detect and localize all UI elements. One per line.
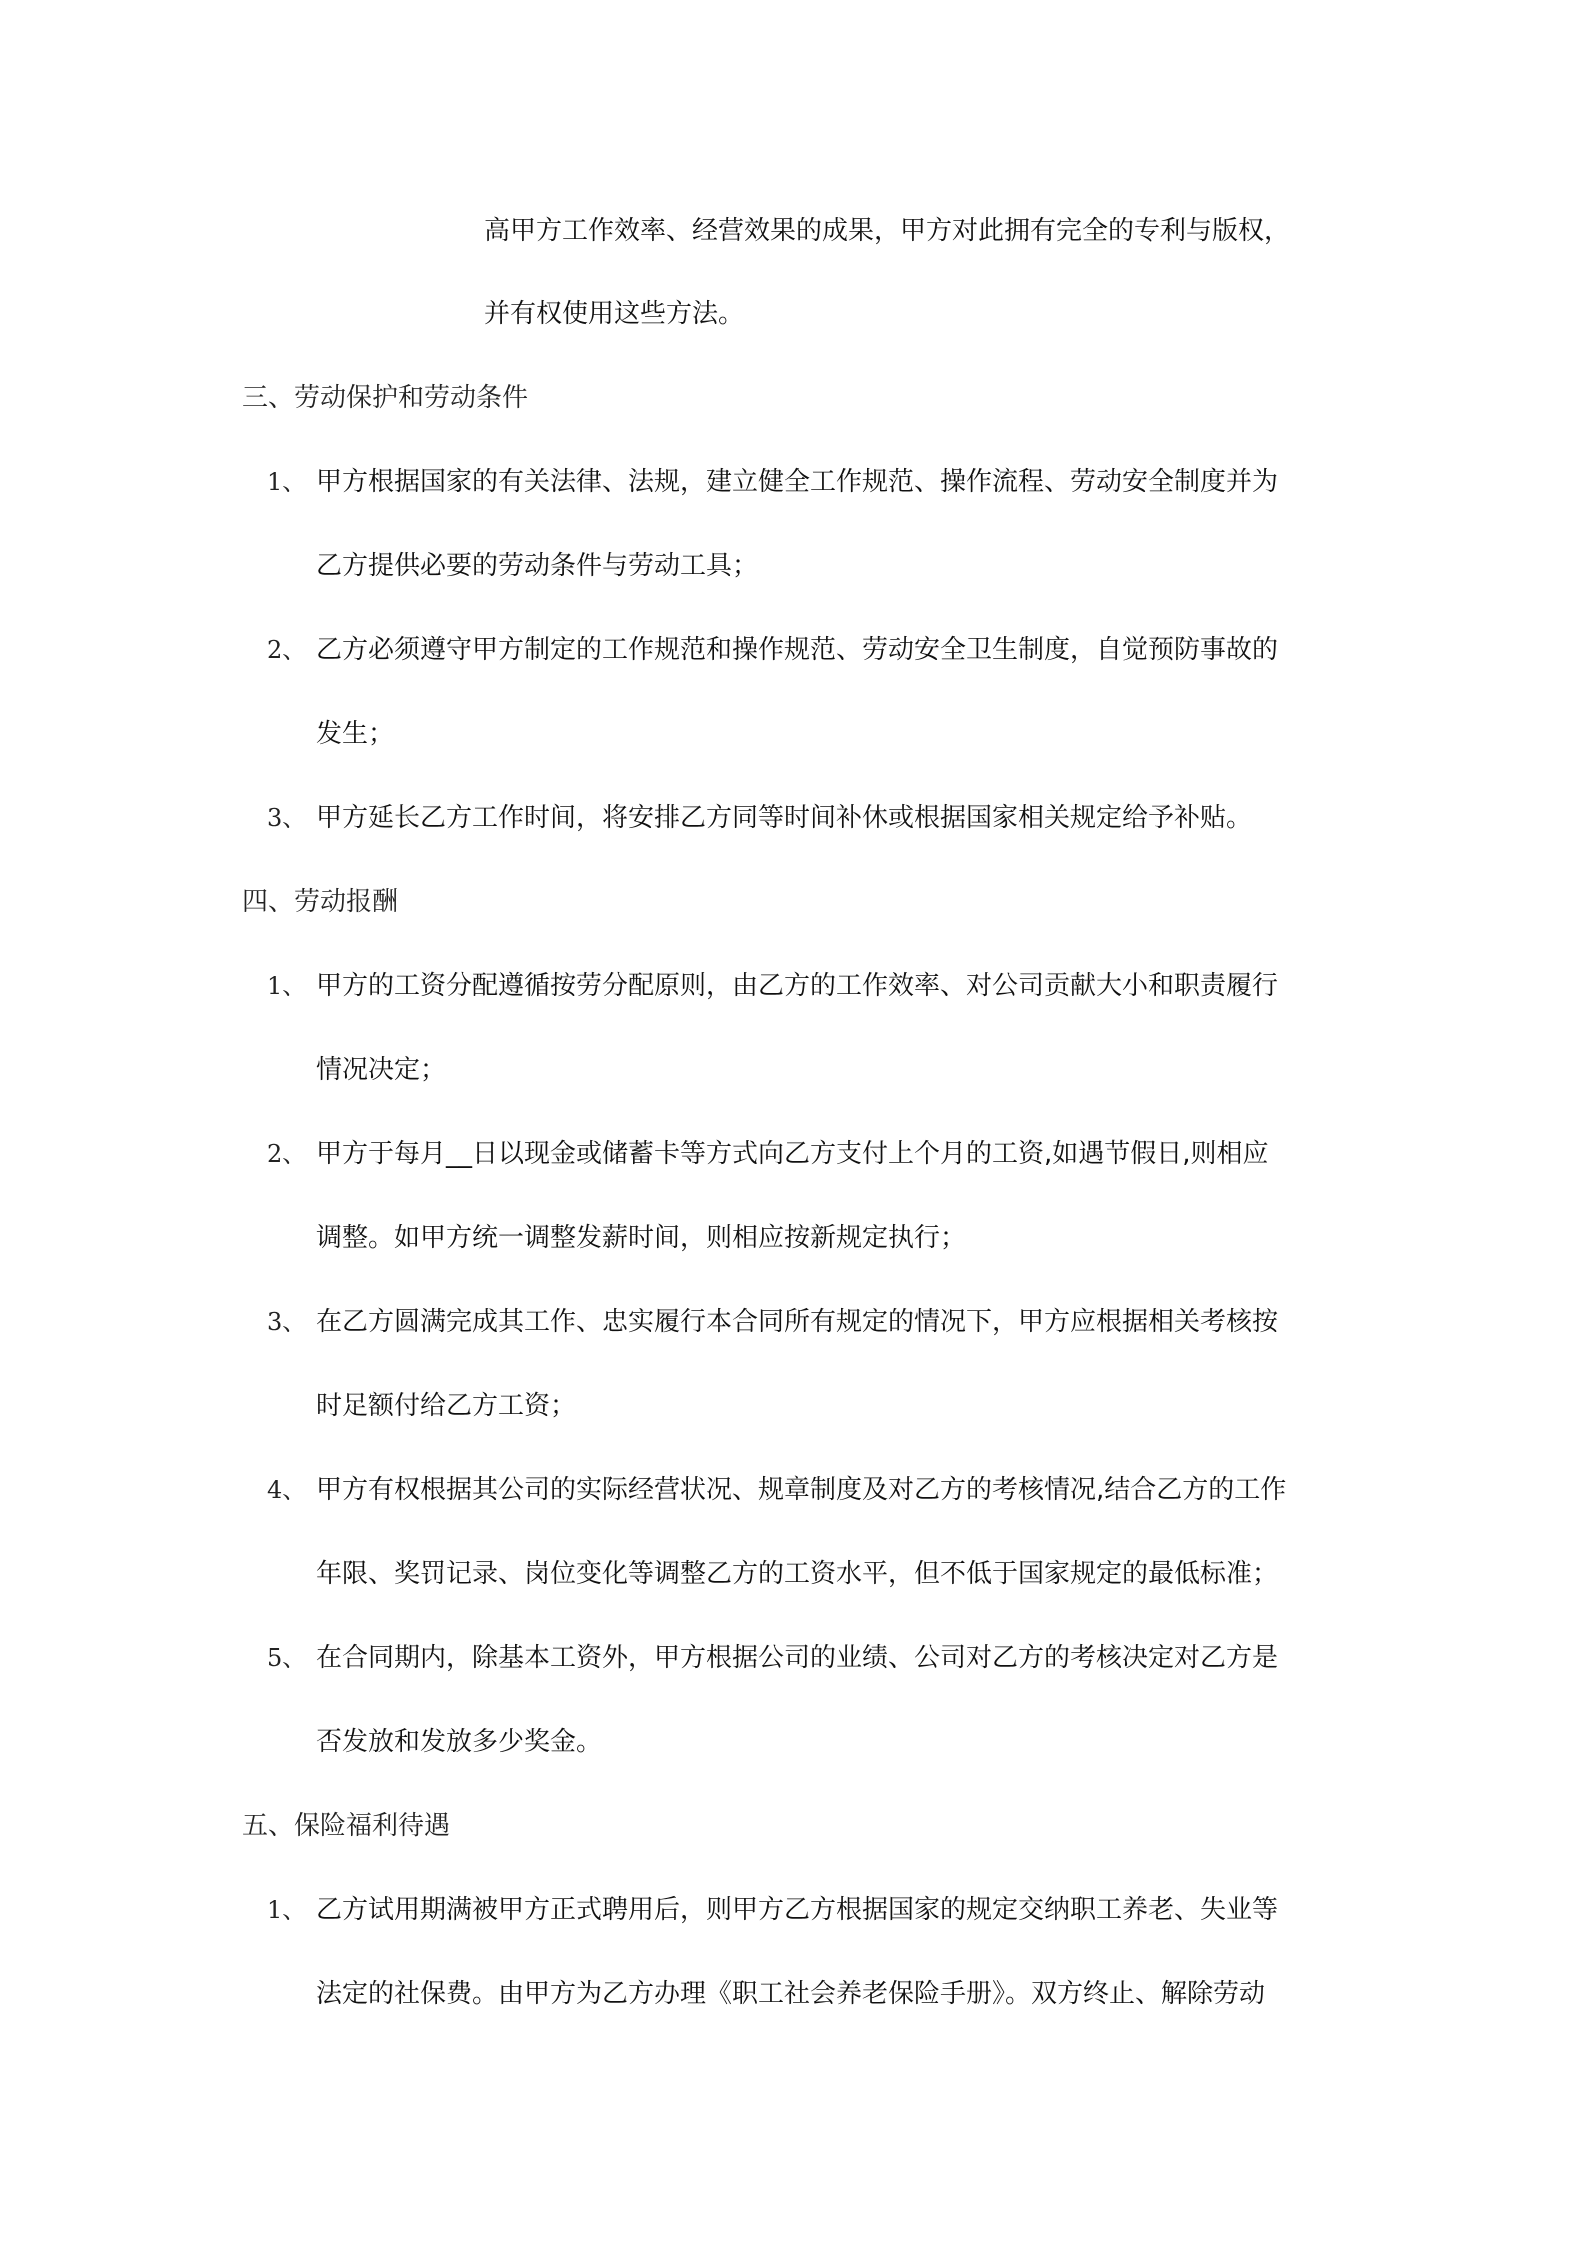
list-item-number: 1、 <box>267 468 307 496</box>
intro-line-1: 高甲方工作效率、经营效果的成果，甲方对此拥有完全的专利与版权， <box>484 216 1291 246</box>
section-5-title: 五、保险福利待遇 <box>242 1811 451 1841</box>
list-item-number: 3、 <box>267 1308 307 1336</box>
list-item-text: 甲方有权根据其公司的实际经营状况、规章制度及对乙方的考核情况,结合乙方的工作 <box>316 1475 1287 1505</box>
list-item-number: 5、 <box>267 1644 307 1672</box>
list-item-text: 在合同期内，除基本工资外，甲方根据公司的业绩、公司对乙方的考核决定对乙方是 <box>316 1643 1279 1673</box>
section-3-title: 三、劳动保护和劳动条件 <box>242 383 529 413</box>
list-item-text: 情况决定； <box>316 1055 447 1085</box>
list-item-number: 2、 <box>267 1140 307 1168</box>
list-item-text: 甲方的工资分配遵循按劳分配原则，由乙方的工作效率、对公司贡献大小和职责履行 <box>316 971 1279 1001</box>
list-item-text: 乙方提供必要的劳动条件与劳动工具； <box>316 551 759 581</box>
intro-line-2: 并有权使用这些方法。 <box>484 299 745 329</box>
list-item-text: 甲方根据国家的有关法律、法规，建立健全工作规范、操作流程、劳动安全制度并为 <box>316 467 1279 497</box>
list-item-text: 发生； <box>316 719 395 749</box>
list-item-text: 甲方于每月__日以现金或储蓄卡等方式向乙方支付上个月的工资,如遇节假日,则相应 <box>316 1139 1269 1169</box>
list-item-text: 否发放和发放多少奖金。 <box>316 1727 603 1757</box>
list-item-text: 调整。如甲方统一调整发薪时间，则相应按新规定执行； <box>316 1223 967 1253</box>
list-item-text: 法定的社保费。由甲方为乙方办理《职工社会养老保险手册》。双方终止、解除劳动 <box>316 1979 1266 2009</box>
list-item-number: 1、 <box>267 972 307 1000</box>
list-item-text: 在乙方圆满完成其工作、忠实履行本合同所有规定的情况下，甲方应根据相关考核按 <box>316 1307 1279 1337</box>
list-item-text: 乙方试用期满被甲方正式聘用后，则甲方乙方根据国家的规定交纳职工养老、失业等 <box>316 1895 1279 1925</box>
list-item-number: 3、 <box>267 804 307 832</box>
list-item-text: 时足额付给乙方工资； <box>316 1391 577 1421</box>
list-item-number: 1、 <box>267 1896 307 1924</box>
list-item-text: 年限、奖罚记录、岗位变化等调整乙方的工资水平，但不低于国家规定的最低标准； <box>316 1559 1279 1589</box>
list-item-text: 甲方延长乙方工作时间，将安排乙方同等时间补休或根据国家相关规定给予补贴。 <box>316 803 1253 833</box>
list-item-number: 4、 <box>267 1476 307 1504</box>
list-item-text: 乙方必须遵守甲方制定的工作规范和操作规范、劳动安全卫生制度，自觉预防事故的 <box>316 635 1279 665</box>
section-4-title: 四、劳动报酬 <box>242 887 399 917</box>
list-item-number: 2、 <box>267 636 307 664</box>
